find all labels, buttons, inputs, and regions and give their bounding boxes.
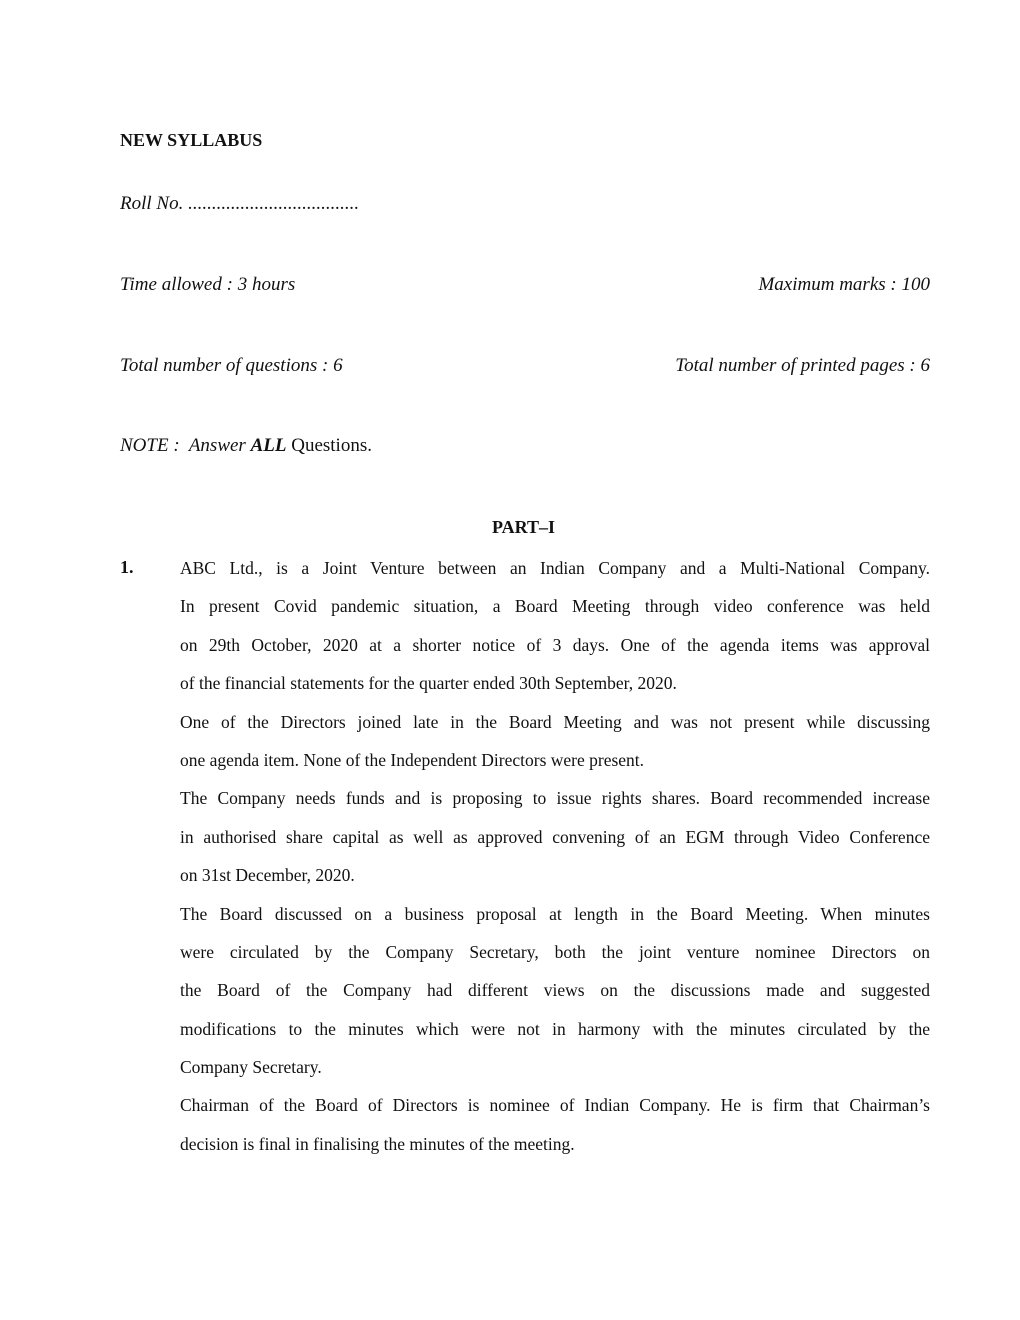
question-text-line: In present Covid pandemic situation, a Board Meeting through video conference was held <box>180 596 930 617</box>
question-text-line: of the financial statements for the quarter ended 30th September, 2020. <box>180 673 677 694</box>
question-text-line: were circulated by the Company Secretary, both the joint venture nominee Directors on <box>180 941 930 962</box>
maximum-marks: Maximum marks : 100 <box>758 274 930 295</box>
question-number: 1. <box>120 557 134 577</box>
question-text-line: on 29th October, 2020 at a shorter notice of 3 days. One of the agenda items was approval <box>180 634 930 655</box>
roll-number-label: Roll No. <box>120 193 184 214</box>
question-text-line: modifications to the minutes which were not in harmony with the minutes circulated by the <box>180 1018 930 1039</box>
question-text-line: One of the Directors joined late in the Board Meeting and was not present while discussing <box>180 711 930 732</box>
question-text-line: the Board of the Company had different views on the discussions made and suggested <box>180 980 930 1001</box>
roll-number-field <box>120 193 359 215</box>
note-label: NOTE : <box>120 435 180 456</box>
syllabus-label: NEW SYLLABUS <box>120 130 263 150</box>
question-text-line: one agenda item. None of the Independent Directors were present. <box>180 749 645 770</box>
total-questions: Total number of questions : 6 <box>120 355 343 376</box>
question-text-line: Company Secretary. <box>180 1057 322 1078</box>
question-text-line: ABC Ltd., is a Joint Venture between an Indian Company and a Multi-National Company. <box>180 558 930 578</box>
question-text-line: Chairman of the Board of Directors is nominee of Indian Company. He is firm that Chairman’s <box>180 1095 930 1116</box>
total-pages: Total number of printed pages : 6 <box>675 355 930 376</box>
note-questions: Questions. <box>291 435 372 456</box>
part-heading: PART–I <box>492 517 556 537</box>
question-body <box>180 549 930 1163</box>
question-text-line: The Company needs funds and is proposing to issue rights shares. Board recommended increase <box>180 788 930 809</box>
roll-number-blank: .................................... <box>188 193 360 214</box>
time-allowed: Time allowed : 3 hours <box>120 274 296 295</box>
question-text-line: The Board discussed on a business proposal at length in the Board Meeting. When minutes <box>180 903 930 924</box>
note <box>120 435 372 457</box>
question-text-line: on 31st December, 2020. <box>180 865 355 886</box>
question-text-line: decision is final in finalising the minutes of the meeting. <box>180 1133 575 1154</box>
question-text-line: in authorised share capital as well as approved convening of an EGM through Video Conference <box>180 826 930 847</box>
note-answer: Answer <box>188 435 246 456</box>
note-all: ALL <box>250 435 287 456</box>
